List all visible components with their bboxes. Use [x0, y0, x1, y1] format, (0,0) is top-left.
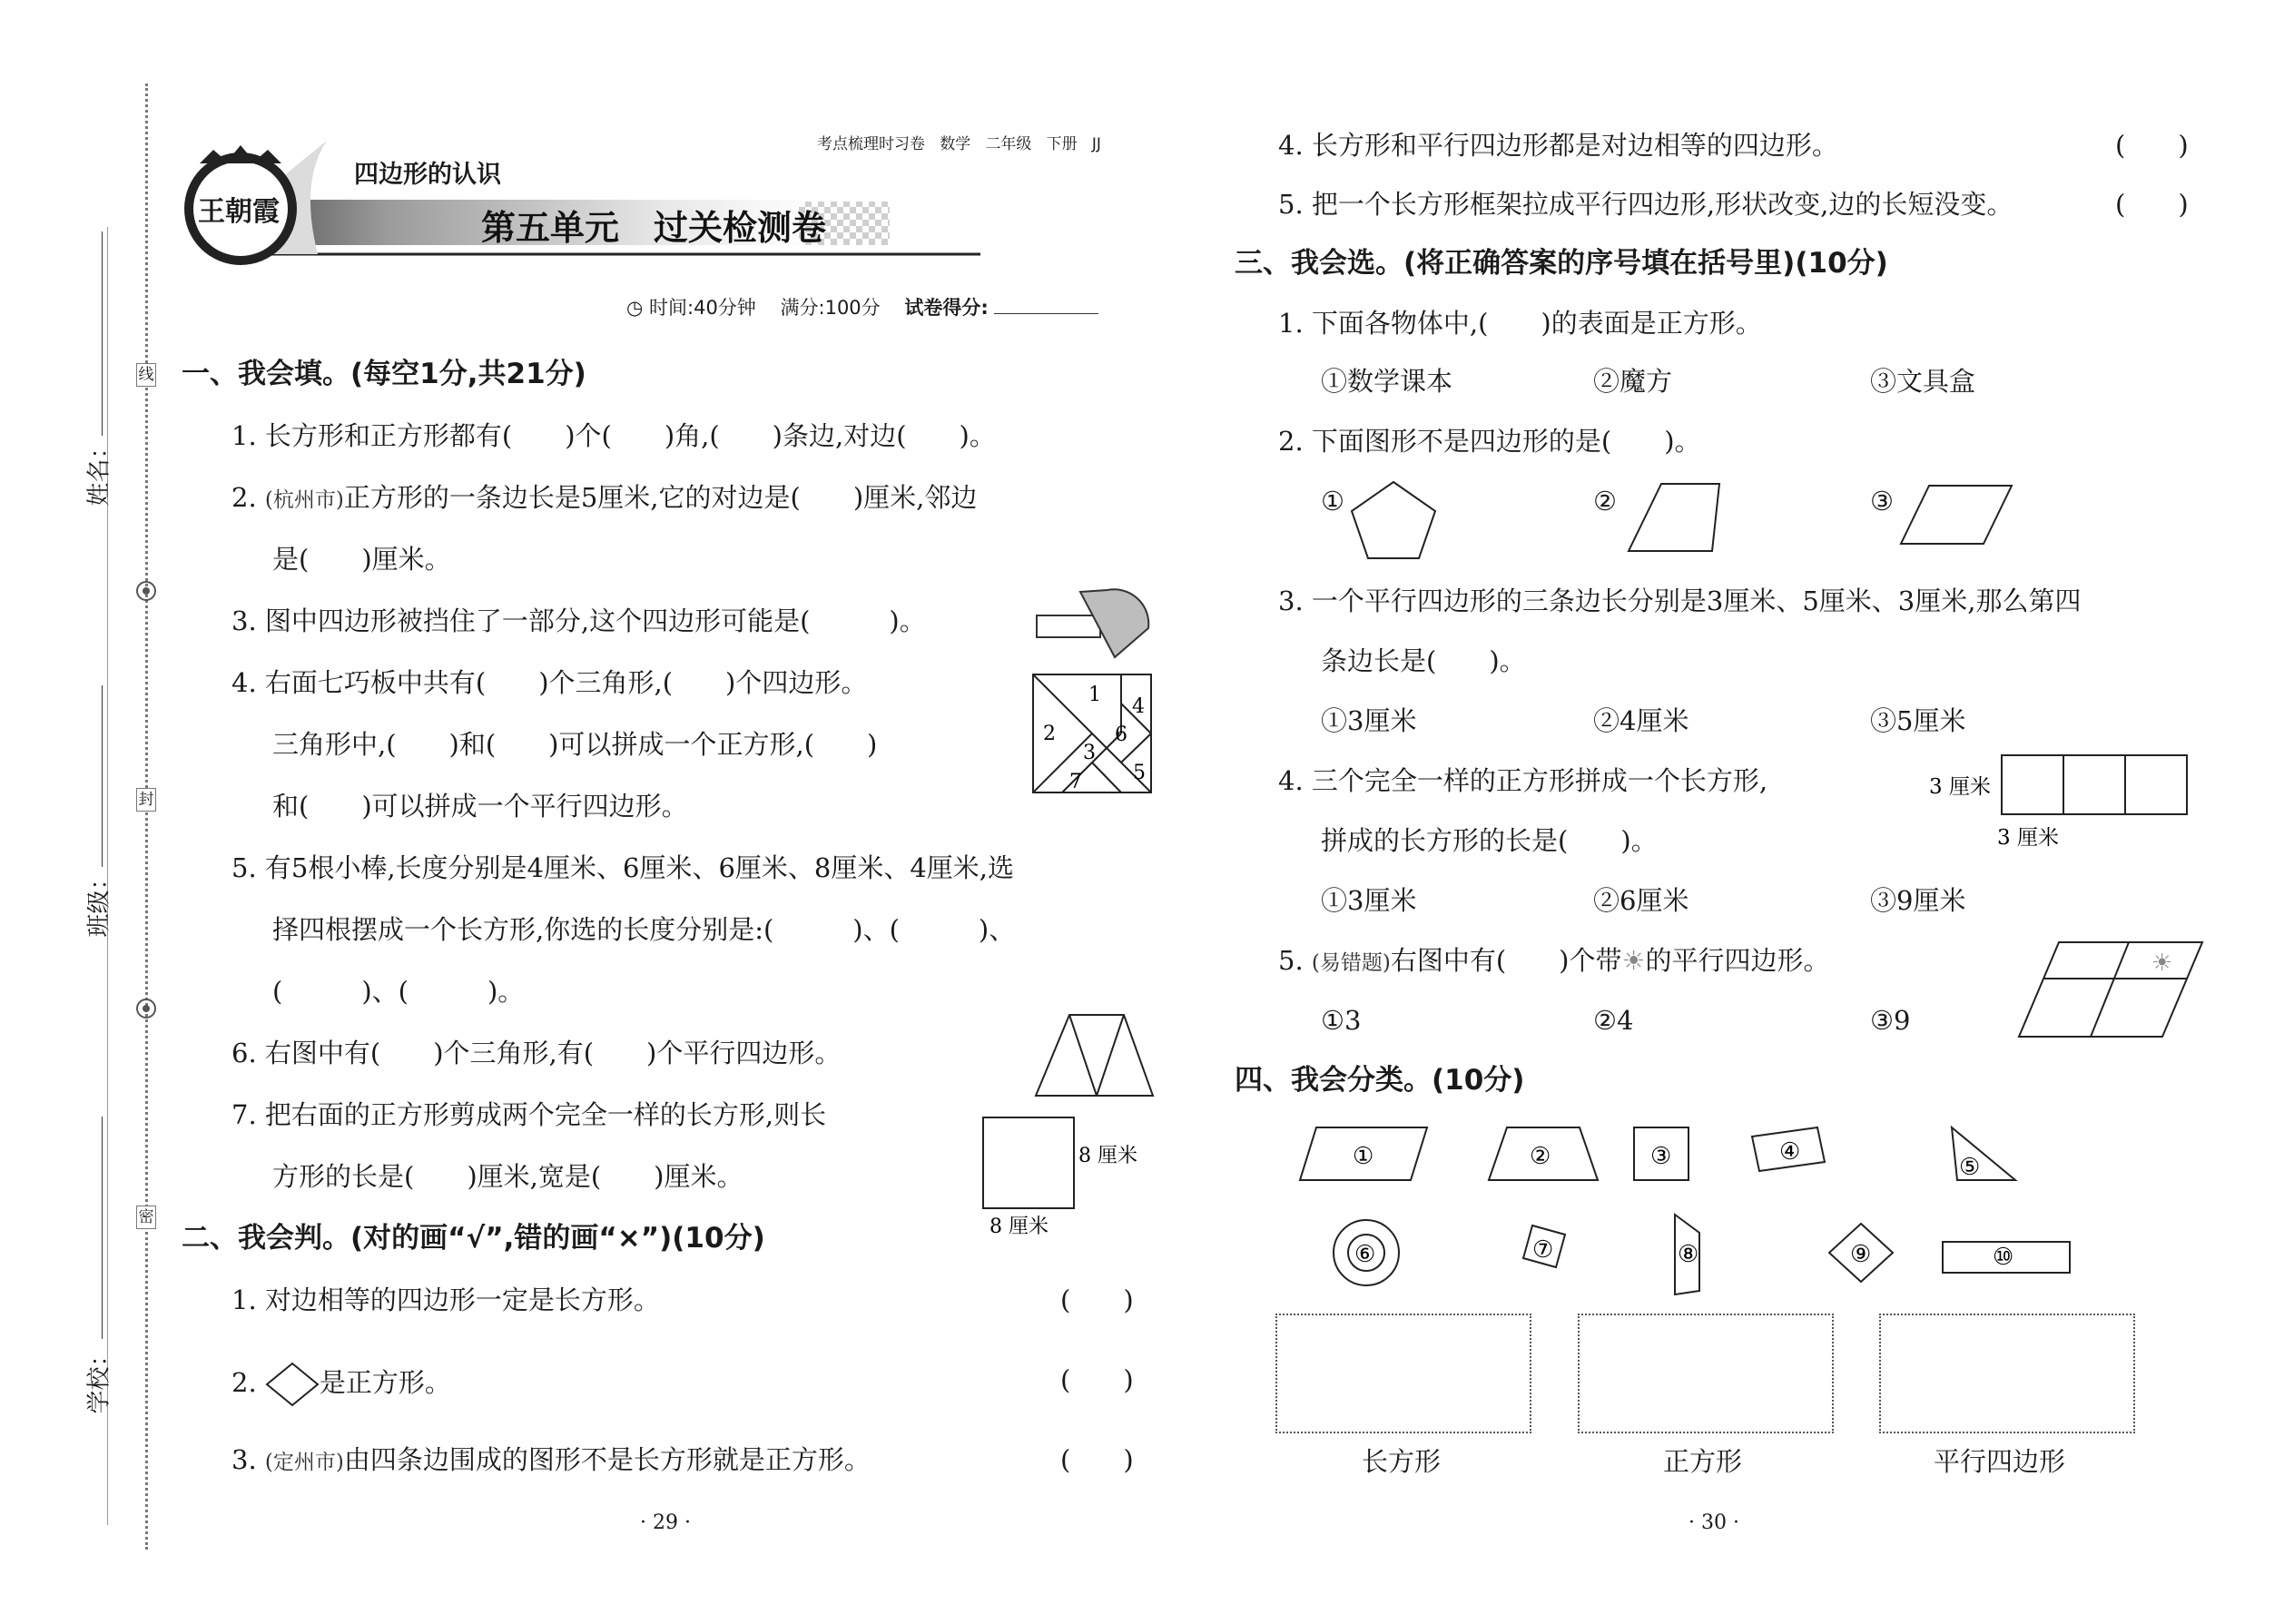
s1-q1: 1. 长方形和正方形都有( )个( )角,( )条边,对边( )。 [231, 420, 996, 451]
pentagon-shape [1348, 479, 1439, 561]
school-label: 学校： [85, 1343, 113, 1414]
s3-q5-opt1[interactable]: ①3 [1321, 1005, 1362, 1036]
name-field[interactable] [102, 231, 103, 436]
trapezoid-shape [1625, 481, 1725, 554]
classify-box-square[interactable] [1578, 1314, 1834, 1433]
page-number-right: · 30 · [1689, 1511, 1739, 1534]
s3-q5 [1278, 942, 1830, 981]
s1-q2a [231, 479, 977, 518]
s2-q5: 5. 把一个长方形框架拉成平行四边形,形状改变,边的长短没变。 [1278, 189, 2013, 220]
shape-label-1: ① [1353, 1143, 1374, 1170]
s2-q2-answer[interactable]: ( ) [1060, 1364, 1134, 1395]
s3-q2: 2. 下面图形不是四边形的是( )。 [1278, 426, 1701, 457]
score-label: 试卷得分: [904, 297, 989, 319]
score-field[interactable] [994, 313, 1098, 314]
s1-q5a: 5. 有5根小棒,长度分别是4厘米、6厘米、6厘米、8厘米、4厘米,选 [231, 852, 1015, 883]
subject-tag: 数学 [940, 135, 971, 153]
classify-label-square: 正方形 [1663, 1446, 1743, 1477]
s2-q1-answer[interactable]: ( ) [1060, 1284, 1134, 1315]
classify-box-parallelogram[interactable] [1879, 1314, 2135, 1433]
class-label: 班级： [85, 866, 113, 938]
school-field[interactable] [102, 1117, 103, 1339]
tangram-label-3: 3 [1083, 742, 1096, 764]
shape-label-6: ⑥ [1354, 1241, 1376, 1268]
s2-q3-answer[interactable]: ( ) [1060, 1444, 1134, 1475]
page-title: 第五单元 过关检测卷 [481, 208, 827, 248]
s1-q4a: 4. 右面七巧板中共有( )个三角形,( )个四边形。 [231, 667, 868, 698]
s2-q3-number: 3. [231, 1444, 257, 1475]
grid-sun-icon: ☀ [2151, 950, 2173, 977]
s3-q4-opt1[interactable]: ①3厘米 [1321, 885, 1417, 916]
section4-title: 四、我会分类。(10分) [1235, 1064, 1525, 1097]
s1-q7b: 方形的长是( )厘米,宽是( )厘米。 [272, 1161, 743, 1192]
class-field[interactable] [102, 685, 103, 867]
s3-q3-opt2[interactable]: ②4厘米 [1593, 705, 1689, 736]
s3-q3a: 3. 一个平行四边形的三条边长分别是3厘米、5厘米、3厘米,那么第四 [1278, 586, 2082, 616]
s3-q5-text-b: 的平行四边形。 [1645, 945, 1830, 976]
s2-q4: 4. 长方形和平行四边形都是对边相等的四边形。 [1278, 130, 1838, 161]
s2-q4-answer[interactable]: ( ) [2115, 130, 2189, 161]
seal-mark-line: 线 [136, 363, 156, 387]
sun-icon: ☀ [1621, 945, 1646, 976]
shape-label-7: ⑦ [1532, 1236, 1554, 1264]
square-bottom-label: 8 厘米 [989, 1216, 1049, 1237]
s1-q5b: 择四根摆成一个长方形,你选的长度分别是:( )、( )、 [272, 914, 1016, 945]
s3-q2-opt2[interactable]: ② [1593, 486, 1617, 517]
term-tag: 下册 [1046, 135, 1078, 153]
parallelograms-grid-figure [2015, 940, 2206, 1039]
q4-side-label: 3 厘米 [1929, 775, 1991, 799]
s2-q3-source: (定州市) [264, 1451, 344, 1474]
tangram-label-5: 5 [1133, 762, 1146, 784]
tangram-label-4: 4 [1132, 695, 1145, 718]
clock-icon: ◷ [626, 297, 644, 319]
s3-q5-source: (易错题) [1311, 951, 1391, 975]
s3-q4-opt2[interactable]: ②6厘米 [1593, 885, 1689, 916]
s3-q1-opt3[interactable]: ③文具盒 [1870, 366, 1976, 397]
edition-tag: JJ [1091, 135, 1101, 153]
tangram-label-2: 2 [1043, 723, 1056, 745]
s1-q2-source: (杭州市) [264, 488, 344, 512]
s2-q3 [231, 1442, 871, 1481]
s3-q5-number: 5. [1278, 945, 1304, 976]
s3-q4b: 拼成的长方形的长是( )。 [1321, 825, 1658, 856]
page-number-left: · 29 · [640, 1511, 691, 1534]
shape-label-3: ③ [1650, 1143, 1672, 1170]
classify-label-rectangle: 长方形 [1362, 1446, 1442, 1477]
s3-q5-opt3[interactable]: ③9 [1870, 1005, 1911, 1036]
s2-q3-text: 由四条边围成的图形不是长方形就是正方形。 [343, 1444, 871, 1475]
binding-dashed-line [145, 84, 148, 1550]
shape-label-4: ④ [1779, 1138, 1801, 1166]
s1-q7a: 7. 把右面的正方形剪成两个完全一样的长方形,则长 [231, 1099, 827, 1130]
s1-q6: 6. 右图中有( )个三角形,有( )个平行四边形。 [231, 1038, 842, 1068]
s3-q1-opt1[interactable]: ①数学课本 [1321, 366, 1453, 397]
shape-label-8: ⑧ [1678, 1241, 1699, 1268]
s2-q5-answer[interactable]: ( ) [2115, 189, 2189, 220]
s2-q2-number: 2. [231, 1367, 257, 1398]
binding-margin [0, 0, 182, 1624]
s3-q2-opt1[interactable]: ① [1321, 486, 1344, 517]
s3-q4a: 4. 三个完全一样的正方形拼成一个长方形, [1278, 765, 1768, 796]
triangles-figure [1033, 1012, 1156, 1098]
series-meta [817, 131, 1101, 153]
s2-q2-text: 是正方形。 [319, 1367, 451, 1398]
s3-q5-text-a: 右图中有( )个带 [1390, 945, 1622, 976]
s1-q2-text: 正方形的一条边长是5厘米,它的对边是( )厘米,邻边 [343, 482, 978, 513]
tangram-figure [1030, 672, 1154, 795]
s3-q3-opt3[interactable]: ③5厘米 [1870, 705, 1966, 736]
header [163, 118, 1162, 290]
name-label: 姓名： [85, 435, 113, 507]
seal-mark-seal: 封 [136, 788, 156, 812]
series-name: 考点梳理时习卷 [817, 135, 925, 153]
s3-q2-opt3[interactable]: ③ [1870, 486, 1894, 517]
grade-tag: 二年级 [985, 135, 1032, 153]
parallelogram-shape [1897, 483, 2015, 546]
scissors-icon [134, 579, 158, 603]
tangram-label-1: 1 [1088, 684, 1101, 706]
classify-box-rectangle[interactable] [1275, 1314, 1531, 1433]
logo-text: 王朝霞 [198, 196, 280, 228]
s1-q4c: 和( )可以拼成一个平行四边形。 [272, 791, 688, 822]
s1-q3: 3. 图中四边形被挡住了一部分,这个四边形可能是( )。 [231, 605, 926, 636]
s3-q1: 1. 下面各物体中,( )的表面是正方形。 [1278, 308, 1762, 339]
s1-q4b: 三角形中,( )和( )可以拼成一个正方形,( ) [272, 729, 878, 760]
classify-shapes [1289, 1117, 2088, 1298]
s1-q5c: ( )、( )。 [272, 976, 525, 1007]
shape-label-2: ② [1530, 1143, 1551, 1170]
square-8cm-figure [980, 1115, 1162, 1237]
section1-title: 一、我会填。(每空1分,共21分) [182, 358, 586, 390]
rotated-square-icon [265, 1362, 320, 1407]
shape-label-9: ⑨ [1850, 1241, 1872, 1268]
unit-topic: 四边形的认识 [354, 161, 501, 189]
seal-mark-secret: 密 [136, 1206, 156, 1229]
s3-q4-opt3[interactable]: ③9厘米 [1870, 885, 1966, 916]
s3-q3b: 条边长是( )。 [1321, 645, 1526, 676]
s1-q2b: 是( )厘米。 [272, 544, 451, 575]
s2-q2 [231, 1362, 451, 1407]
tangram-label-7: 7 [1069, 771, 1082, 793]
tangram-label-6: 6 [1115, 723, 1127, 746]
three-squares-figure [1925, 746, 2197, 855]
shape-label-10: ⑩ [1993, 1244, 2014, 1271]
scissors-icon [134, 997, 158, 1020]
s3-q5-opt2[interactable]: ②4 [1593, 1005, 1634, 1036]
square-side-label: 8 厘米 [1078, 1145, 1137, 1167]
time-limit: 时间:40分钟 [649, 297, 756, 319]
s2-q1: 1. 对边相等的四边形一定是长方形。 [231, 1284, 660, 1315]
classify-label-parallelogram: 平行四边形 [1934, 1446, 2066, 1477]
section3-title: 三、我会选。(将正确答案的序号填在括号里)(10分) [1235, 247, 1888, 280]
section2-title: 二、我会判。(对的画“√”,错的画“×”)(10分) [182, 1222, 765, 1255]
q4-bottom-label: 3 厘米 [1997, 826, 2059, 850]
s1-q2-number: 2. [231, 482, 257, 513]
s3-q1-opt2[interactable]: ②魔方 [1593, 366, 1673, 397]
exam-info [626, 293, 1098, 320]
s3-q3-opt1[interactable]: ①3厘米 [1321, 705, 1417, 736]
shape-label-5: ⑤ [1959, 1154, 1981, 1181]
hidden-quad-figure [1035, 583, 1157, 664]
full-score: 满分:100分 [780, 297, 881, 319]
